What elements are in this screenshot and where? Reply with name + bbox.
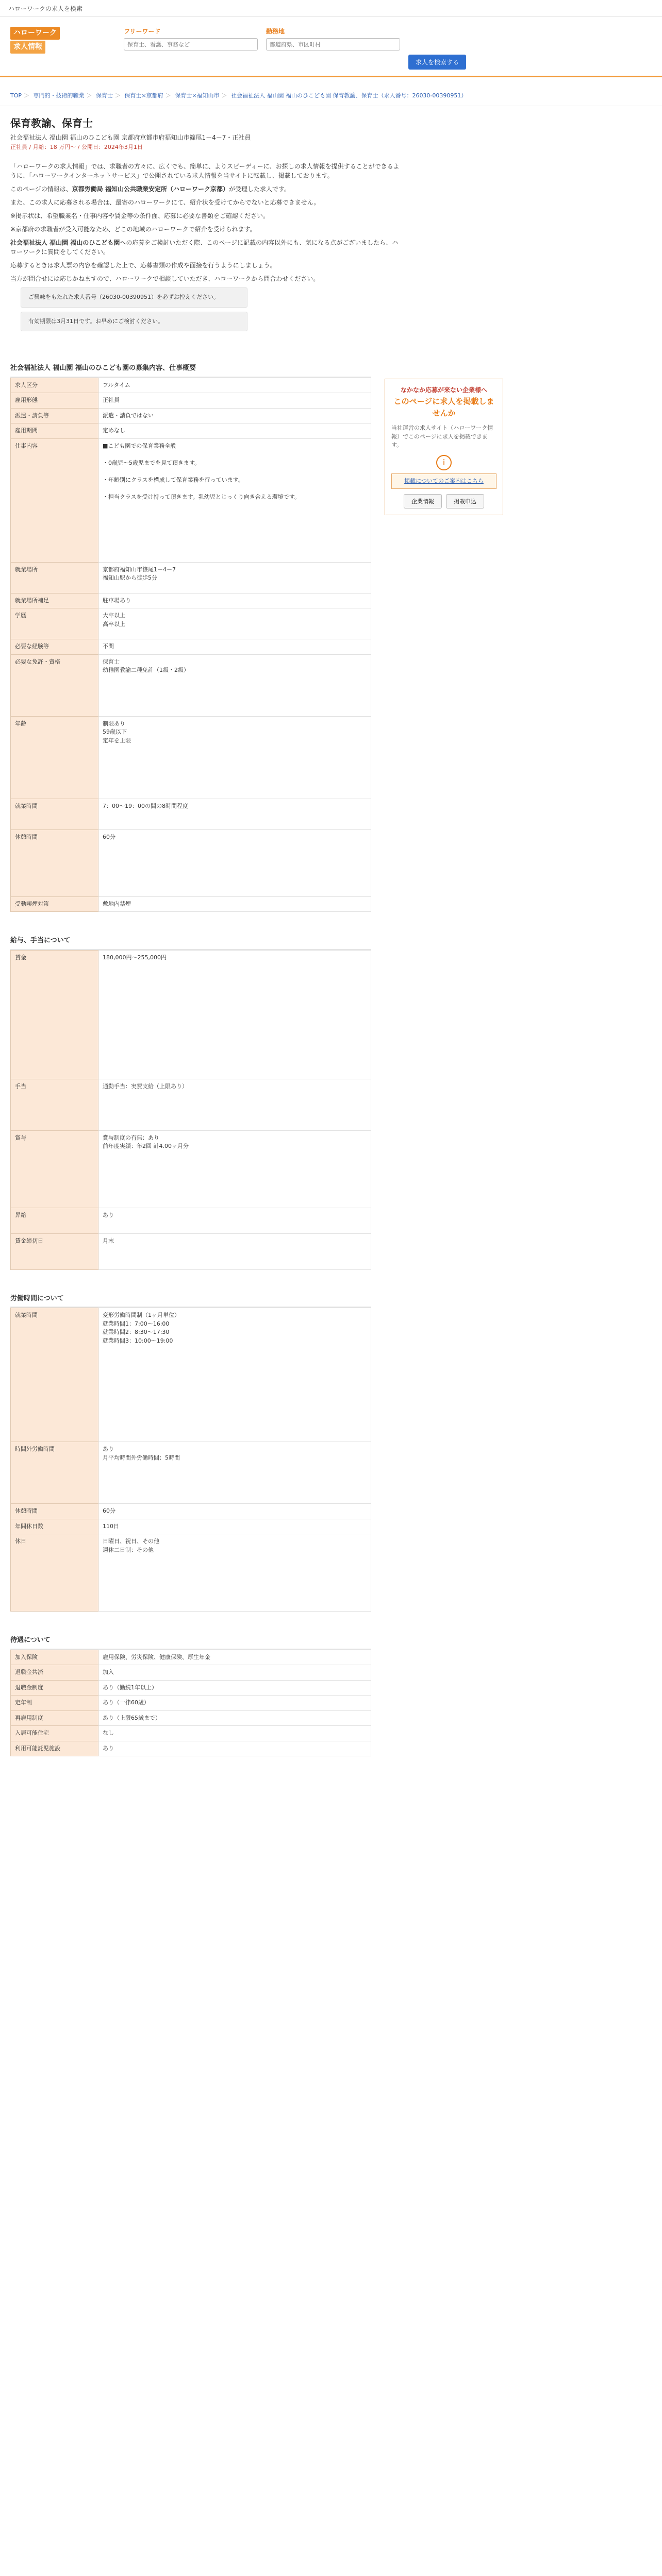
table-row: 賃金 180,000円～255,000円	[11, 950, 371, 1079]
table-row: 学歴 大卒以上 高卒以上	[11, 608, 371, 639]
notice-p6: 社会福祉法人 福山園 福山のひこども園への応募をご検討いただく際、このページに記載の内容以外にも、気になる点がございましたら、ハローワークに質問をしてください。	[10, 239, 399, 256]
advert-tagline: このページに求人を掲載しませんか	[393, 397, 494, 418]
breadcrumb-sep: ＞	[24, 92, 30, 99]
site-label: ハローワークの求人を検索	[8, 5, 83, 12]
table-main	[10, 378, 371, 912]
table-row: 退職金制度 あり（勤続1年以上）	[11, 1680, 371, 1696]
table-pay	[10, 950, 371, 1270]
notice-p3: また、この求人に応募される場合は、最寄のハローワークにて、紹介状を受けてからでないと応募できません。	[10, 199, 320, 206]
advert-heading: なかなか応募が来ない企業様へ	[400, 386, 487, 394]
table-row: 受動喫煙対策 敷地内禁煙	[11, 896, 371, 912]
advert-help-link[interactable]: 掲載についてのご案内はこちら	[391, 473, 496, 489]
table-row: 年間休日数 110日	[11, 1519, 371, 1534]
notice-p1: 「ハローワークの求人情報」では、求職者の方々に、広くでも、簡単に、よりスピーディーに、お探しの求人情報を提供することができるように、「ハローワークインターネットサービス」で公開されている求人情報を当サイトに転載し、掲載しております。	[10, 163, 400, 179]
area-input[interactable]	[266, 38, 400, 50]
section-title-time: 労働時間について	[10, 1291, 371, 1308]
job-meta: 正社員 / 月給：18 万円～ / 公開日：2024年3月1日	[10, 143, 143, 150]
table-row: 就業場所補足 駐車場あり	[11, 593, 371, 608]
info-icon: i	[436, 455, 452, 470]
table-time	[10, 1308, 371, 1612]
breadcrumb-sep: ＞	[86, 92, 92, 99]
table-row: 仕事内容 ■こども園での保育業務全般 ・0歳児～5歳児までを見て頂きます。 ・年齢別にクラスを構成して保育業務を行っています。 ・担当クラスを受け持って頂きます。乳幼児とじっくり向き合える環境です。	[11, 438, 371, 562]
freeword-input[interactable]	[124, 38, 258, 50]
table-row: 退職金共済 加入	[11, 1665, 371, 1681]
deadline-box: 有効期限は3月31日です。お早めにご検討ください。	[21, 312, 247, 332]
company-line: 社会福祉法人 福山園 福山のひこども園 京都府京都市府福知山市篠尾1－4－7・正社員	[10, 133, 251, 141]
breadcrumb-item[interactable]: TOP	[10, 92, 22, 99]
table-row: 利用可能託児施設 あり	[11, 1741, 371, 1756]
table-row: 就業時間 7：00～19：00の間の8時間程度	[11, 799, 371, 829]
advert-text: 当社運営の求人サイト（ハローワーク情報）でこのページに求人を掲載できます。	[391, 425, 493, 448]
notice-block	[10, 162, 402, 331]
area-label: 勤務地	[266, 28, 285, 35]
table-row: 賞与 賞与制度の有無：あり 前年度実績：年2回 計4.00ヶ月分	[11, 1130, 371, 1208]
table-row: 休憩時間 60分	[11, 829, 371, 896]
breadcrumb-sep: ＞	[165, 92, 171, 99]
table-row: 賃金締切日 月末	[11, 1233, 371, 1269]
job-header	[10, 106, 652, 155]
table-row: 昇給 あり	[11, 1208, 371, 1233]
search-form	[124, 27, 466, 70]
breadcrumb-sep: ＞	[115, 92, 121, 99]
notice-p8: 当方が問合せには応じかねますので、ハローワークで相談していただき、ハローワークから問合わせください。	[10, 275, 320, 282]
advert-box	[385, 379, 503, 515]
table-row: 休憩時間 60分	[11, 1504, 371, 1519]
table-row: 求人区分 フルタイム	[11, 378, 371, 393]
apply-listing-button[interactable]: 掲載申込	[446, 494, 484, 509]
table-row: 入居可能住宅 なし	[11, 1726, 371, 1741]
table-row: 雇用形態 正社員	[11, 393, 371, 409]
table-row: 休日 日曜日、祝日、その他 週休二日制：その他	[11, 1534, 371, 1612]
table-row: 就業場所 京都府福知山市篠尾1－4－7 福知山駅から徒歩5分	[11, 562, 371, 593]
table-row: 時間外労働時間 あり 月平均時間外労働時間：5時間	[11, 1442, 371, 1504]
job-title: 保育教諭、保育士	[10, 116, 93, 129]
sidebar	[385, 379, 503, 1756]
breadcrumb-item[interactable]: 保育士×京都府	[124, 92, 163, 99]
table-row: 加入保険 雇用保険、労災保険、健康保険、厚生年金	[11, 1650, 371, 1665]
table-row: 定年制 あり（一律60歳）	[11, 1696, 371, 1711]
freeword-label: フリーワード	[124, 28, 161, 35]
section-title-main: 社会福祉法人 福山園 福山のひこども園の募集内容、仕事概要	[10, 360, 371, 378]
main-column	[10, 360, 371, 1756]
breadcrumb-item[interactable]: 保育士	[96, 92, 113, 99]
table-row: 再雇用制度 あり（上限65歳まで）	[11, 1710, 371, 1726]
company-info-button[interactable]: 企業情報	[404, 494, 442, 509]
site-logo[interactable]	[10, 27, 103, 54]
section-title-benefit: 待遇について	[10, 1632, 371, 1650]
notice-p2: このページの情報は、京都労働局 福知山公共職業安定所（ハローワーク京都）が受理した求人です。	[10, 185, 290, 193]
notice-p7: 応募するときは求人票の内容を確認した上で、応募書類の作成や面接を行うようにしましょう。	[10, 262, 276, 269]
search-button[interactable]: 求人を検索する	[408, 55, 466, 70]
table-row: 必要な免許・資格 保育士 幼稚園教諭二種免許（1級・2級）	[11, 654, 371, 716]
table-row: 雇用期間 定めなし	[11, 423, 371, 439]
top-strip	[0, 0, 662, 16]
breadcrumb-item[interactable]: 保育士×福知山市	[175, 92, 220, 99]
table-benefit	[10, 1650, 371, 1757]
table-row: 必要な経験等 不問	[11, 639, 371, 655]
breadcrumb-sep: ＞	[221, 92, 227, 99]
section-title-pay: 給与、手当について	[10, 933, 371, 950]
table-row: 派遣・請負等 派遣・請負ではない	[11, 408, 371, 423]
site-header	[0, 16, 662, 77]
table-row: 年齢 制限あり 59歳以下 定年を上限	[11, 716, 371, 799]
logo-line1: ハローワーク	[10, 27, 60, 40]
table-row: 就業時間 変形労働時間制（1ヶ月単位） 就業時間1：7:00～16:00 就業時間2：8:30～17:30 就業時間3：10:00～19:00	[11, 1308, 371, 1442]
breadcrumb-item[interactable]: 社会福祉法人 福山園 福山のひこども園 保育教諭、保育士（求人番号：26030-00390951）	[230, 92, 467, 99]
notice-p4: ※掲示状は、希望職業名・仕事内容や賃金等の条件面、応募に必要な書類をご確認ください。	[10, 212, 270, 219]
table-row: 手当 通勤手当：実費支給（上限あり）	[11, 1079, 371, 1130]
logo-line2: 求人情報	[10, 41, 45, 54]
notice-p5: ※京都府の求職者が受入可能なため、どこの地域のハローワークで紹介を受けられます。	[10, 226, 256, 233]
job-number-box: ご興味をもたれた求人番号（26030-00390951）を必ずお控えください。	[21, 287, 247, 308]
breadcrumb	[0, 77, 662, 106]
breadcrumb-item[interactable]: 専門的・技術的職業	[33, 92, 85, 99]
